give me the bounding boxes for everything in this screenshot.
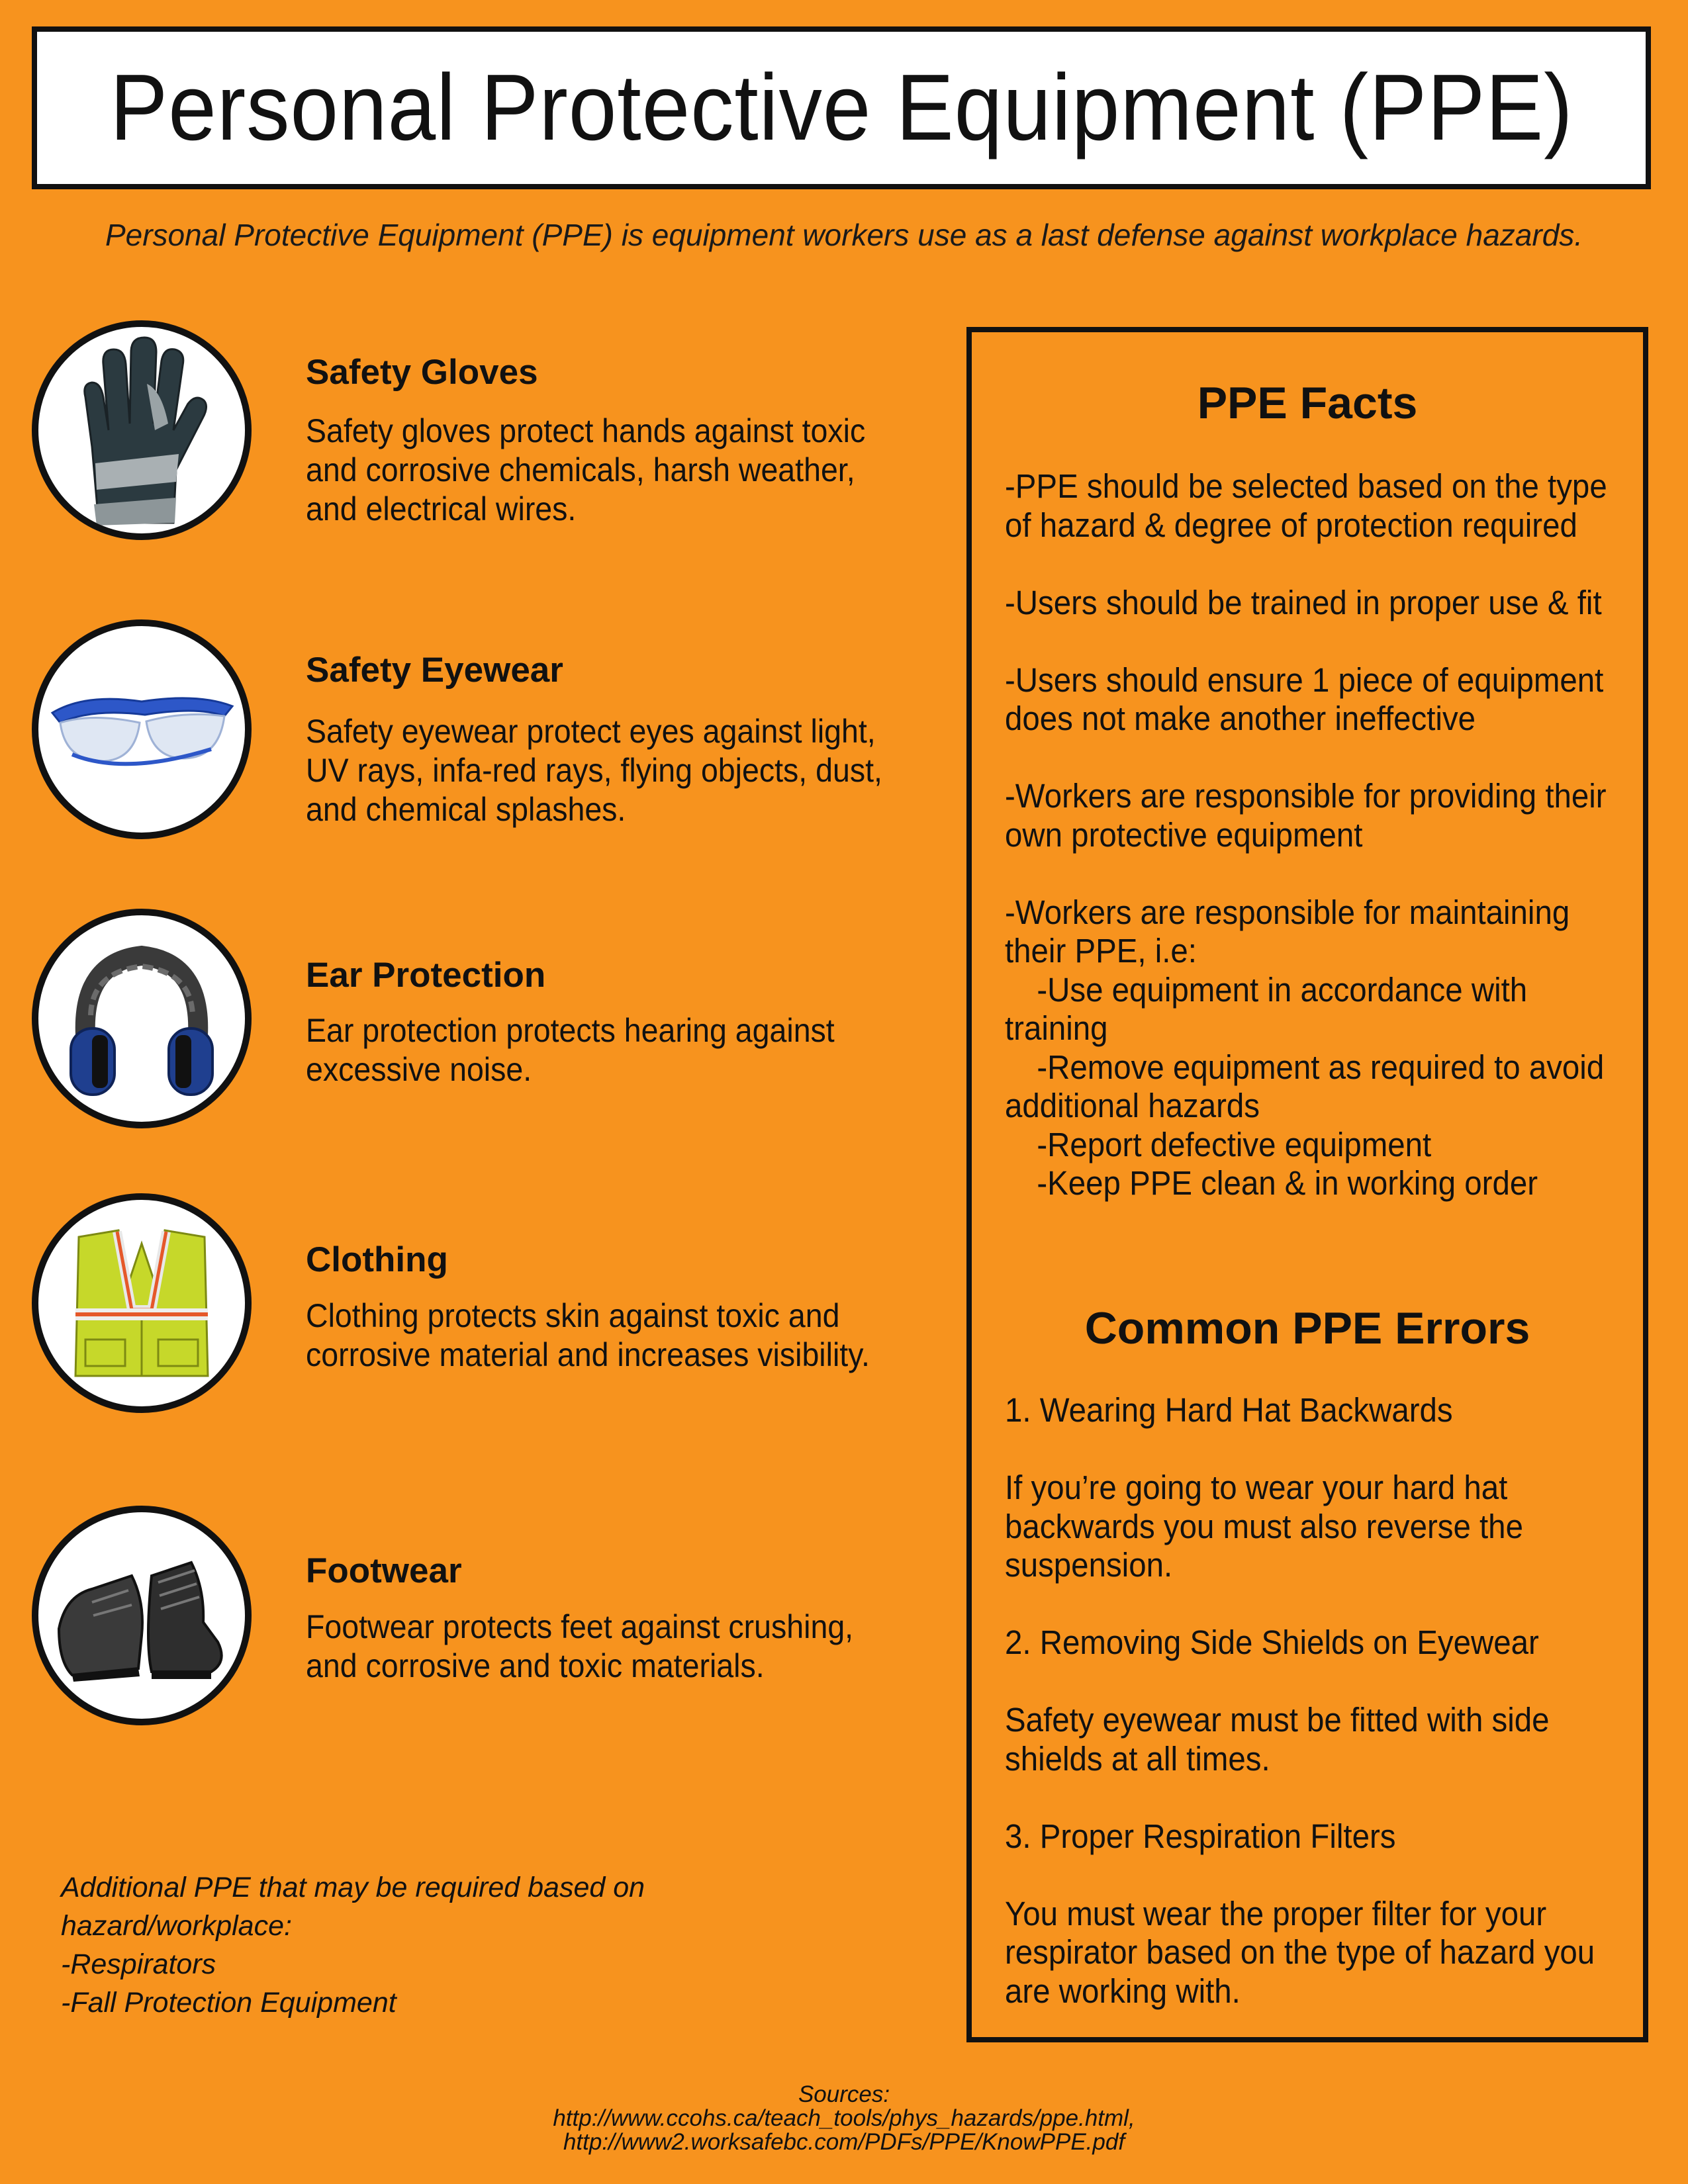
safety-glasses-icon	[32, 619, 252, 839]
source-link-worksafebc[interactable]: http://www2.worksafebc.com/PDFs/PPE/KnowPPE.pdf	[563, 2129, 1125, 2155]
source-link-ccohs[interactable]: http://www.ccohs.ca/teach_tools/phys_hazards/ppe.html,	[553, 2105, 1135, 2131]
item-safety-eyewear	[32, 619, 945, 844]
boots-icon	[32, 1506, 252, 1725]
item-safety-gloves	[32, 320, 945, 545]
item-heading: Ear Protection	[306, 956, 546, 995]
safety-vest-icon	[32, 1193, 252, 1413]
item-description: Footwear protects feet against crushing, and corrosive and toxic materials.	[306, 1608, 854, 1684]
item-heading: Clothing	[306, 1240, 448, 1279]
earmuffs-icon	[32, 909, 252, 1128]
ppe-facts-list: -PPE should be selected based on the type of hazard & degree of protection required -Users should be trained in proper use & fit -Users should ensure 1 piece of equipment does not make another ineffective -Workers are responsible for providing their own protective equipment -Workers are responsible for maintaining their PPE, i.e: -Use equipment in accordance with training -Remove equipment as required to avoid additional hazards -Report defective equipment -Keep PPE clean & in working order	[1005, 467, 1607, 1202]
title-box	[32, 26, 1651, 189]
intro-text: Personal Protective Equipment (PPE) is equipment workers use as a last defense against workplace hazards.	[105, 218, 1583, 252]
sources-label: Sources:	[798, 2081, 890, 2107]
item-heading: Safety Gloves	[306, 353, 538, 392]
sources	[0, 2083, 1688, 2154]
item-description: Safety eyewear protect eyes against light, UV rays, infa-red rays, flying objects, dust, and chemical splashes.	[306, 713, 882, 828]
page-title: Personal Protective Equipment (PPE)	[109, 55, 1573, 160]
item-footwear	[32, 1506, 945, 1731]
item-ear-protection	[32, 909, 945, 1134]
ppe-facts-box	[966, 327, 1648, 2042]
item-clothing	[32, 1193, 945, 1418]
glove-icon	[32, 320, 252, 540]
additional-ppe-note: Additional PPE that may be required based on hazard/workplace: -Respirators -Fall Protection Equipment	[61, 1872, 645, 2019]
item-heading: Safety Eyewear	[306, 651, 563, 690]
item-description: Ear protection protects hearing against excessive noise.	[306, 1012, 835, 1088]
common-errors-list: 1. Wearing Hard Hat Backwards If you’re going to wear your hard hat backwards you must also reverse the suspension. 2. Removing Side Shields on Eyewear Safety eyewear must be fitted with side shields at all times. 3. Proper Respiration Filters You must wear the proper filter for your respirator based on the type of hazard you are working with.	[1005, 1391, 1595, 2010]
common-errors-heading: Common PPE Errors	[1084, 1303, 1530, 1353]
ppe-facts-heading: PPE Facts	[1197, 378, 1418, 428]
item-description: Safety gloves protect hands against toxic and corrosive chemicals, harsh weather, and electrical wires.	[306, 412, 866, 527]
item-description: Clothing protects skin against toxic and corrosive material and increases visibility.	[306, 1297, 870, 1373]
item-heading: Footwear	[306, 1551, 462, 1590]
